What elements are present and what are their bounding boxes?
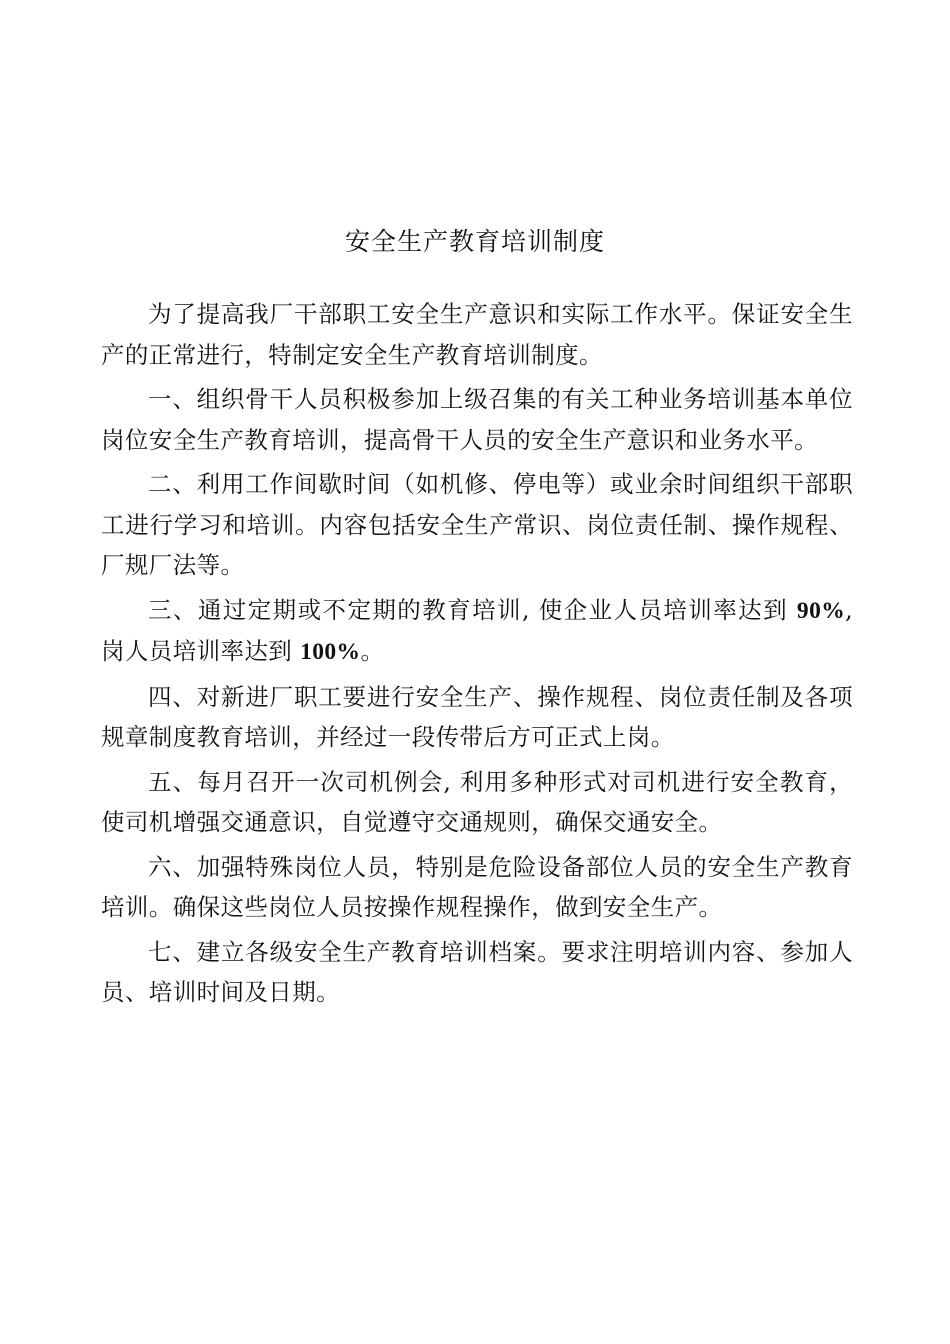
document-body <box>101 294 853 1013</box>
item-3-paragraph <box>101 590 853 673</box>
training-rate-value: 90% <box>796 597 846 624</box>
item-1-paragraph: 一、组织骨干人员积极参加上级召集的有关工种业务培训基本单位岗位安全生产教育培训，提高骨干人员的安全生产意识和业务水平。 <box>101 385 853 454</box>
post-training-rate-value: 100% <box>300 639 361 665</box>
item-3-text-part1: 三、通过定期或不定期的教育培训, 使企业人员培训率达到 <box>148 595 797 624</box>
document-title: 安全生产教育培训制度 <box>344 227 605 256</box>
item-6-paragraph: 六、加强特殊岗位人员，特别是危险设备部位人员的安全生产教育培训。确保这些岗位人员按操作规程操作，做到安全生产。 <box>101 852 853 921</box>
item-3-text-part2: , 岗人员培训率达到 <box>101 595 853 665</box>
item-4-paragraph: 四、对新进厂职工要进行安全生产、操作规程、岗位责任制及各项规章制度教育培训，并经过一段传带后方可正式上岗。 <box>101 682 853 751</box>
intro-paragraph: 为了提高我厂干部职工安全生产意识和实际工作水平。保证安全生产的正常进行，特制定安全生产教育培训制度。 <box>101 300 853 369</box>
item-5-paragraph: 五、每月召开一次司机例会, 利用多种形式对司机进行安全教育，使司机增强交通意识，自觉遵守交通规则，确保交通安全。 <box>101 767 853 836</box>
item-7-paragraph: 七、建立各级安全生产教育培训档案。要求注明培训内容、参加人员、培训时间及日期。 <box>101 937 853 1006</box>
item-3-text-part3: 。 <box>360 637 385 665</box>
item-2-paragraph: 二、利用工作间歇时间（如机修、停电等）或业余时间组织干部职工进行学习和培训。内容包括安全生产常识、岗位责任制、操作规程、厂规厂法等。 <box>101 470 853 579</box>
